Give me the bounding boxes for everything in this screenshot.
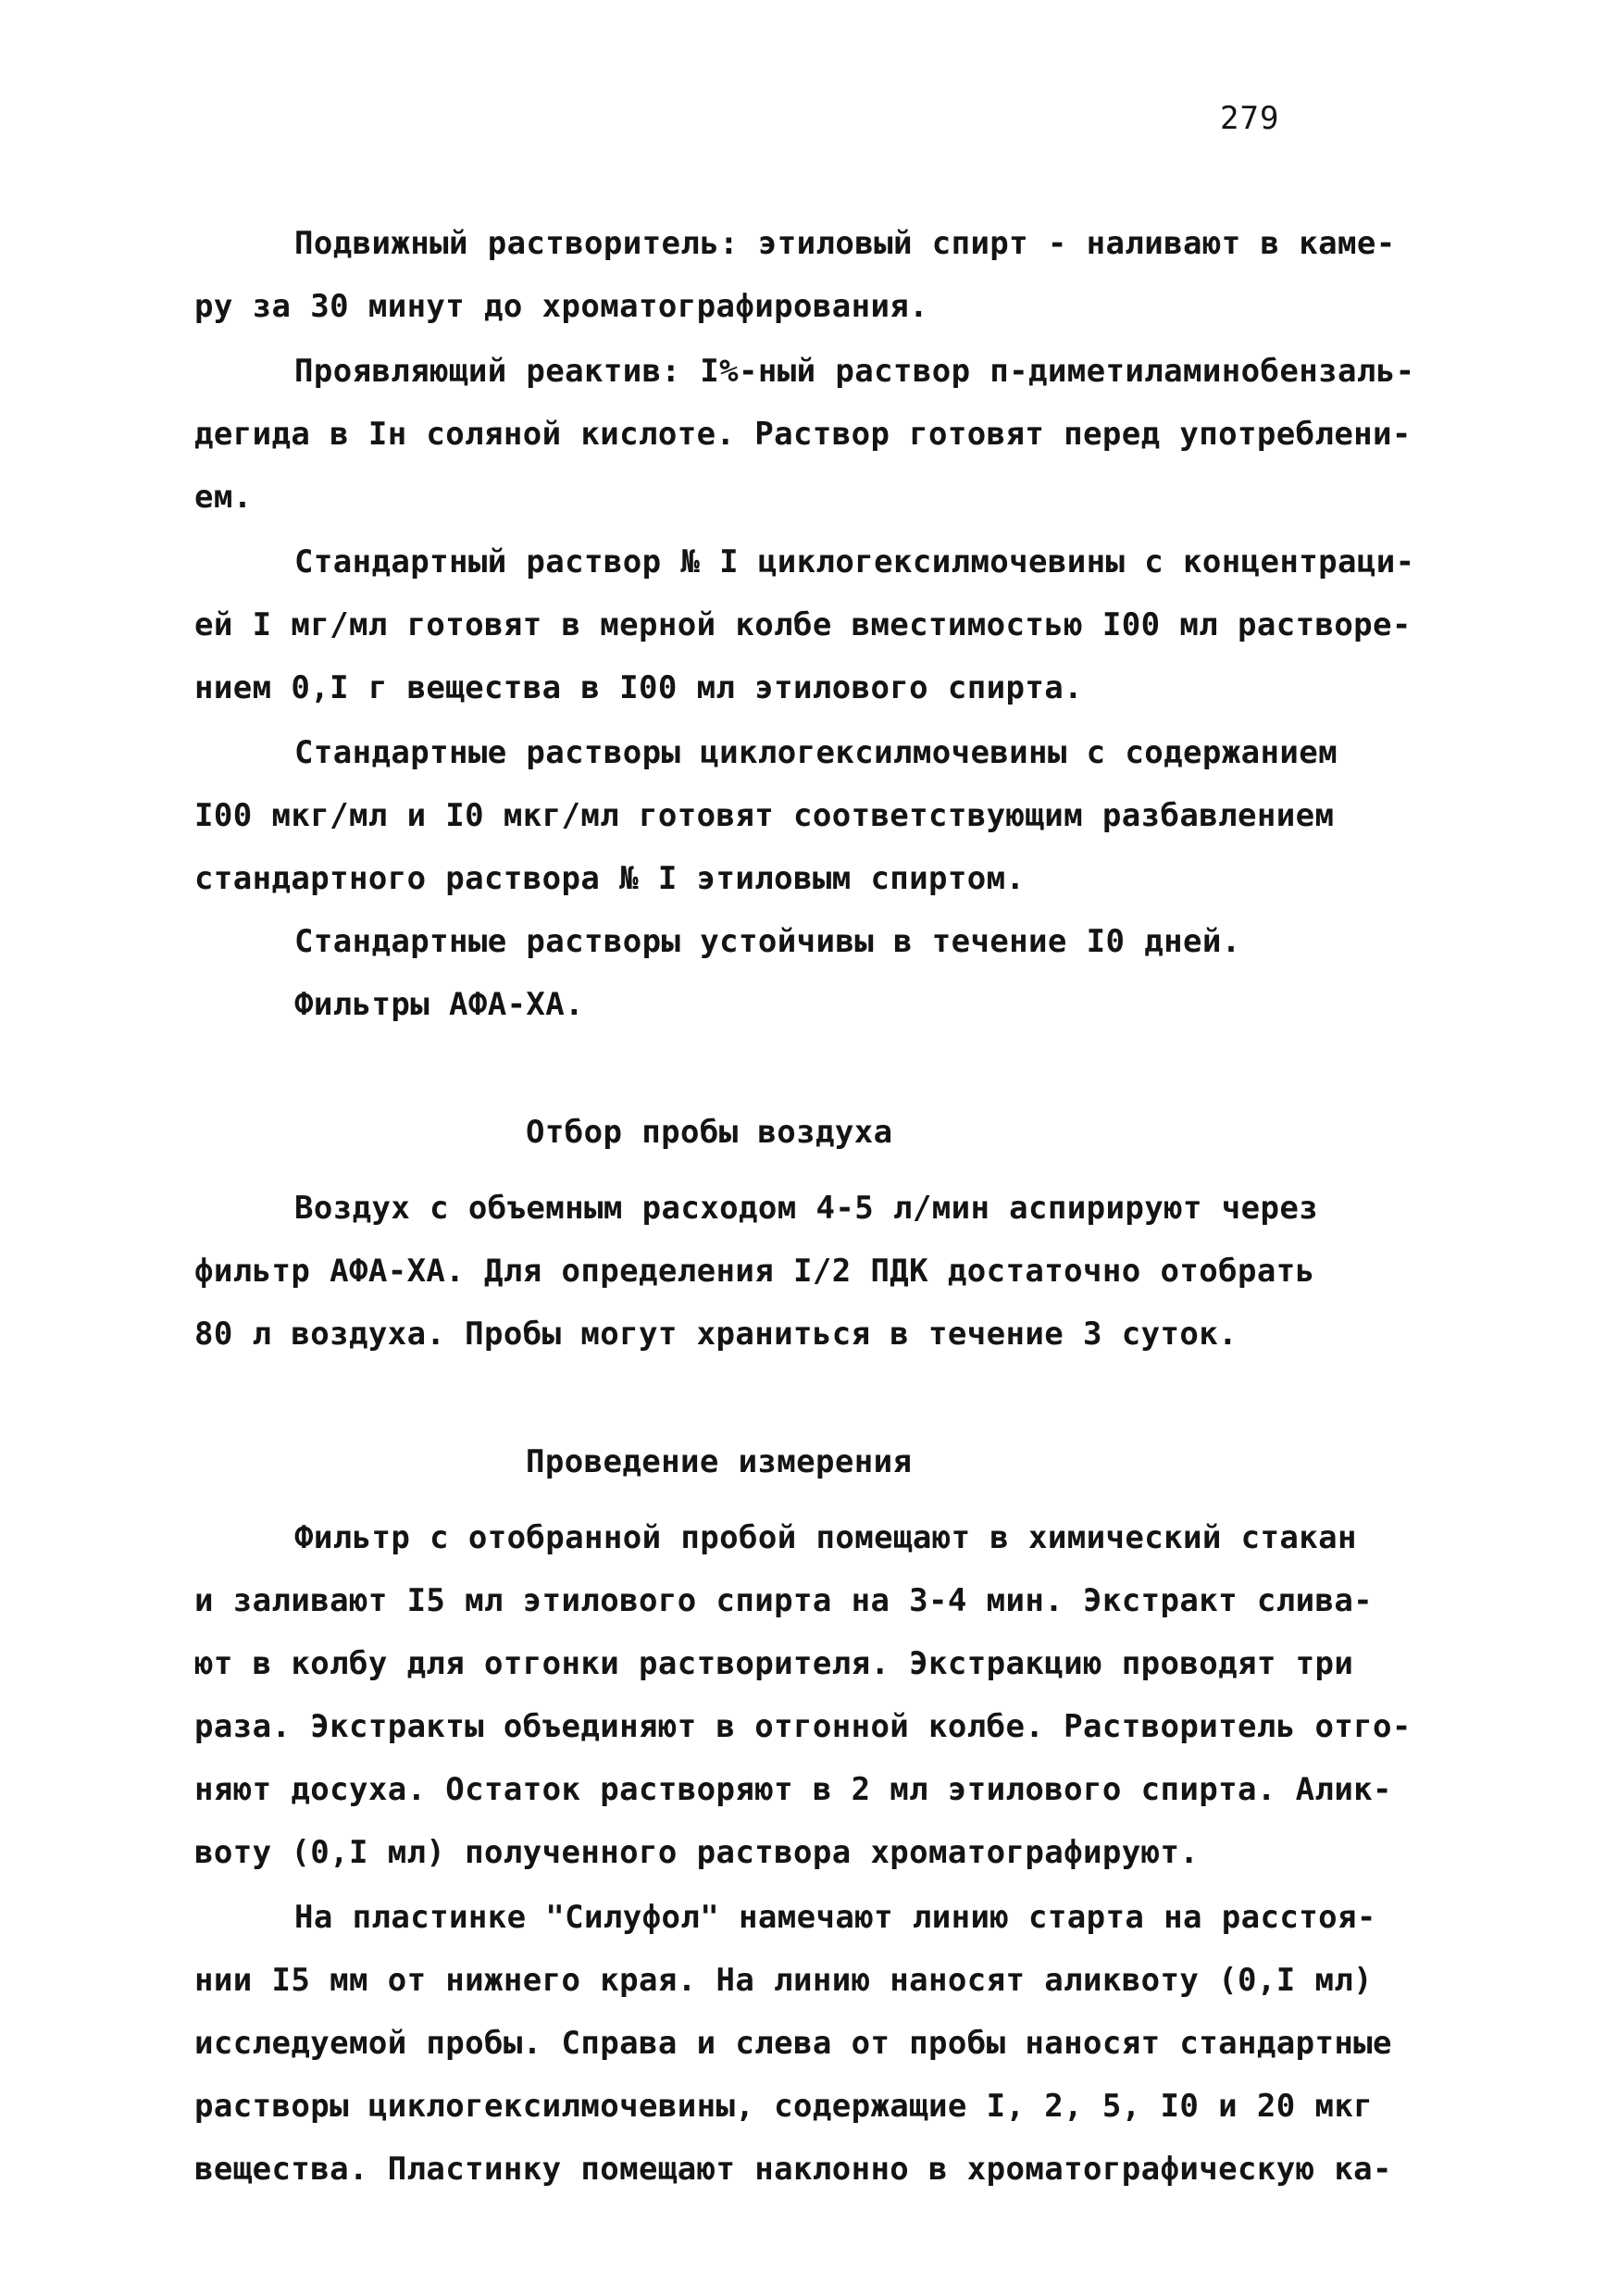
text-line: вещества. Пластинку помещают наклонно в хроматографическую ка- [194, 2151, 1392, 2188]
text-line: фильтр АФА-ХА. Для определения I/2 ПДК достаточно отобрать [194, 1253, 1315, 1290]
text-line: воту (0,I мл) полученного раствора хроматографируют. [194, 1834, 1200, 1871]
section-heading: Отбор пробы воздуха [526, 1114, 893, 1151]
text-line: дегида в Iн соляной кислоте. Раствор готовят перед употреблени- [194, 416, 1412, 453]
text-line: На пластинке "Силуфол" намечают линию старта на расстоя- [294, 1899, 1376, 1936]
text-line: Стандартные растворы циклогексилмочевины с содержанием [294, 734, 1338, 771]
text-line: няют досуха. Остаток растворяют в 2 мл этилового спирта. Алик- [194, 1771, 1392, 1808]
text-line: I00 мкг/мл и I0 мкг/мл готовят соответствующим разбавлением [194, 797, 1335, 834]
text-line: Подвижный растворитель: этиловый спирт - наливают в каме- [294, 225, 1396, 262]
text-line: нием 0,I г вещества в I00 мл этилового спирта. [194, 669, 1084, 706]
text-line: Проявляющий реактив: I%-ный раствор п-диметиламинобензаль- [294, 353, 1415, 390]
text-line: Фильтр с отобранной пробой помещают в химический стакан [294, 1519, 1357, 1556]
text-line: ей I мг/мл готовят в мерной колбе вместимостью I00 мл растворе- [194, 606, 1412, 643]
text-line: нии I5 мм от нижнего края. На линию наносят аликвоту (0,I мл) [194, 1962, 1374, 1999]
text-line: раза. Экстракты объединяют в отгонной колбе. Растворитель отго- [194, 1708, 1412, 1745]
text-line: Фильтры АФА-ХА. [294, 986, 585, 1023]
text-line: ру за 30 минут до хроматографирования. [194, 288, 929, 325]
text-line: Стандартный раствор № I циклогексилмочевины с концентраци- [294, 543, 1415, 580]
section-heading: Проведение измерения [526, 1443, 913, 1480]
text-line: ем. [194, 479, 253, 516]
text-line: и заливают I5 мл этилового спирта на 3-4 мин. Экстракт слива- [194, 1582, 1374, 1619]
text-line: 80 л воздуха. Пробы могут храниться в течение 3 суток. [194, 1316, 1238, 1353]
text-line: Стандартные растворы устойчивы в течение I0 дней. [294, 923, 1241, 960]
text-line: ют в колбу для отгонки растворителя. Экстракцию проводят три [194, 1645, 1354, 1682]
page-number: 279 [1220, 100, 1280, 137]
text-line: исследуемой пробы. Справа и слева от пробы наносят стандартные [194, 2025, 1392, 2062]
text-line: стандартного раствора № I этиловым спиртом. [194, 860, 1026, 897]
text-line: Воздух с объемным расходом 4-5 л/мин аспирируют через [294, 1190, 1319, 1227]
text-line: растворы циклогексилмочевины, содержащие I, 2, 5, I0 и 20 мкг [194, 2088, 1374, 2125]
